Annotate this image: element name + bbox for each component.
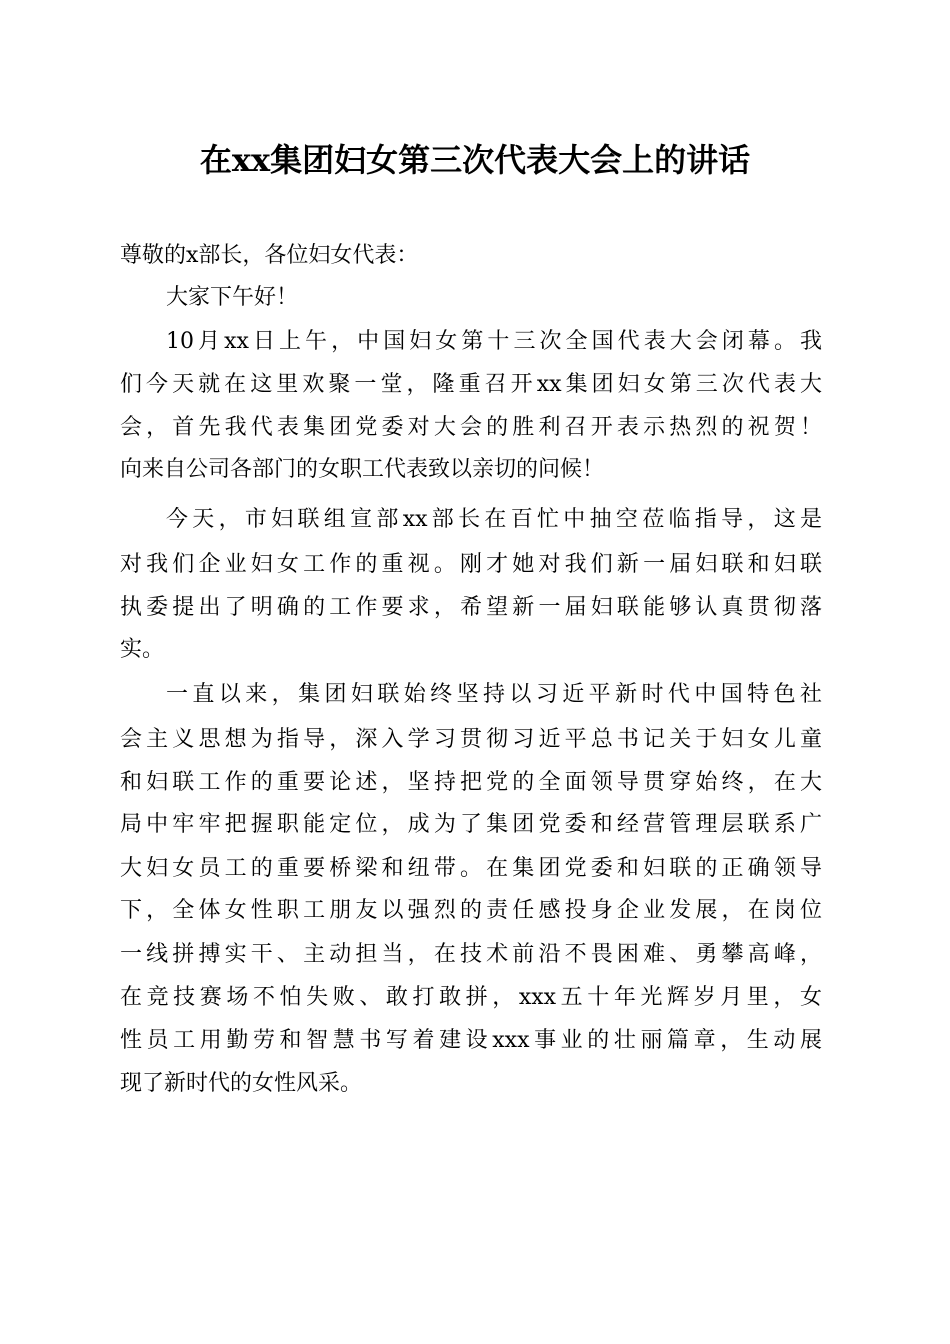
paragraph-3-line: 一直以来，集团妇联始终坚持以习近平新时代中国特色社	[166, 682, 822, 707]
paragraph-3-line: 一线拼搏实干、主动担当，在技术前沿不畏困难、勇攀高峰，	[120, 942, 822, 967]
paragraph-2-line: 实。	[120, 637, 165, 662]
document-title: 在xx集团妇女第三次代表大会上的讲话	[199, 141, 751, 179]
greeting: 大家下午好！	[166, 285, 299, 310]
paragraph-3-line: 局中牢牢把握职能定位，成为了集团党委和经营管理层联系广	[120, 812, 822, 837]
paragraph-3-line: 会主义思想为指导，深入学习贯彻习近平总书记关于妇女儿童	[120, 727, 822, 752]
paragraph-2-line: 对我们企业妇女工作的重视。刚才她对我们新一届妇联和妇联	[120, 552, 822, 577]
paragraph-3-line: 大妇女员工的重要桥梁和纽带。在集团党委和妇联的正确领导	[120, 856, 822, 881]
paragraph-3-line: 在竞技赛场不怕失败、敢打敢拼，xxx五十年光辉岁月里，女	[120, 985, 822, 1010]
salutation: 尊敬的x部长，各位妇女代表：	[120, 243, 419, 268]
paragraph-3-line: 性员工用勤劳和智慧书写着建设xxx事业的壮丽篇章，生动展	[120, 1028, 822, 1053]
paragraph-1-line: 向来自公司各部门的女职工代表致以亲切的问候！	[120, 457, 605, 482]
paragraph-3-line: 现了新时代的女性风采。	[120, 1071, 363, 1096]
paragraph-1-line: 们今天就在这里欢聚一堂，隆重召开xx集团妇女第三次代表大	[120, 372, 822, 397]
paragraph-2-line: 执委提出了明确的工作要求，希望新一届妇联能够认真贯彻落	[120, 595, 822, 620]
paragraph-3-line: 下，全体女性职工朋友以强烈的责任感投身企业发展，在岗位	[120, 898, 822, 923]
paragraph-1-line: 会，首先我代表集团党委对大会的胜利召开表示热烈的祝贺！	[120, 415, 822, 440]
paragraph-2-line: 今天，市妇联组宣部xx部长在百忙中抽空莅临指导，这是	[166, 507, 822, 532]
paragraph-3-line: 和妇联工作的重要论述，坚持把党的全面领导贯穿始终，在大	[120, 770, 822, 795]
paragraph-1-line: 10月xx日上午，中国妇女第十三次全国代表大会闭幕。我	[166, 329, 822, 354]
